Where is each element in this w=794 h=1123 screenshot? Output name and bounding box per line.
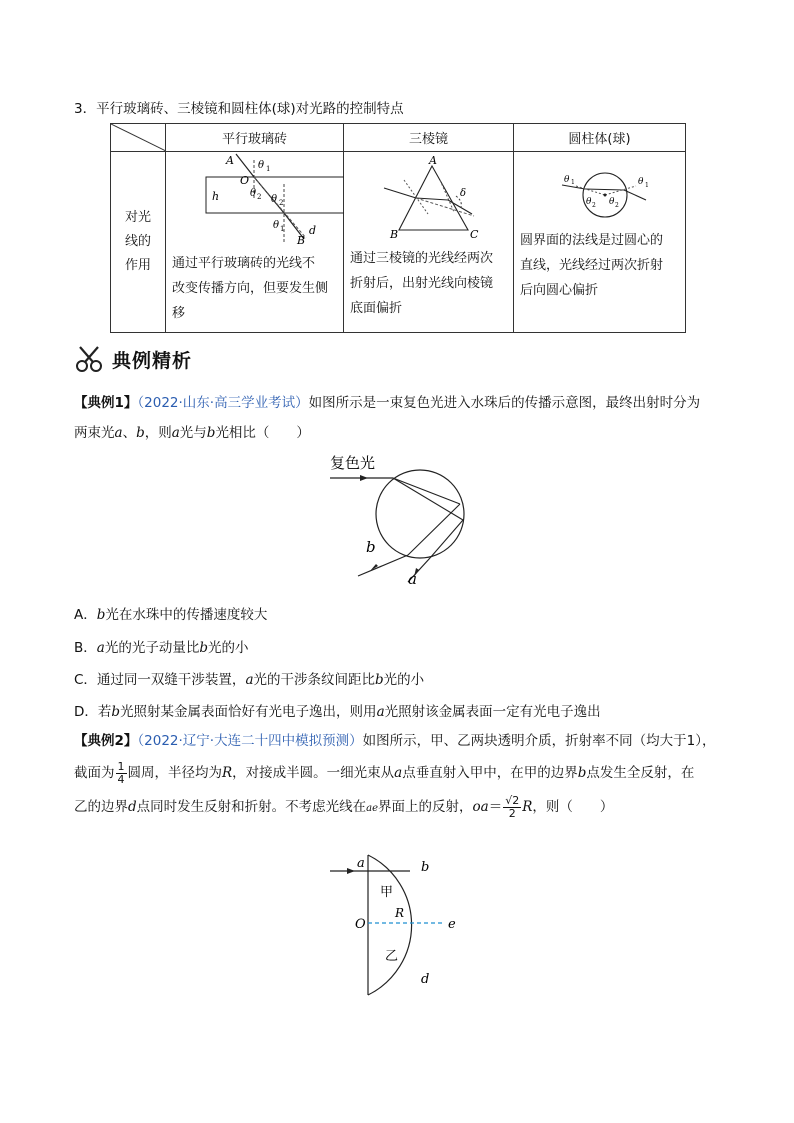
- option-b[interactable]: B．a光的光子动量比b光的小: [74, 640, 249, 656]
- svg-text:θ: θ: [250, 188, 257, 199]
- table-header-slab: 平行玻璃砖: [166, 124, 344, 152]
- water-droplet-diagram: [320, 448, 480, 588]
- svg-text:1: 1: [280, 225, 285, 233]
- row-label: 对光 线的 作用: [111, 152, 166, 333]
- svg-text:δ: δ: [460, 188, 467, 199]
- option-c[interactable]: C．通过同一双缝干涉装置，a光的干涉条纹间距比b光的小: [74, 672, 425, 688]
- option-d[interactable]: D．若b光照射某金属表面恰好有光电子逸出，则用a光照射该金属表面一定有光电子逸出: [74, 704, 601, 720]
- example1-stem: 【典例1】（2022·山东·高三学业考试）如图所示是一束复色光进入水珠后的传播示意图，最终出射时分为 两束光a、b，则a光与b光相比（ ）: [74, 395, 701, 441]
- svg-text:b: b: [366, 538, 376, 556]
- svg-text:1: 1: [266, 165, 271, 173]
- svg-text:A: A: [429, 154, 437, 167]
- svg-text:e: e: [448, 917, 456, 932]
- slab-diagram: [166, 152, 344, 247]
- table-cell-sphere: θ 1 θ 2 θ 2 θ 1 圆界面的法线是过圆心的 直线，光线经过两次折射 后向圆心偏折: [514, 152, 686, 333]
- section-title: 典例精析: [74, 344, 192, 374]
- fraction-quarter: $\frac{1}{4}$: [117, 759, 125, 786]
- svg-text:B: B: [297, 234, 306, 247]
- fraction-sqrt2-over-2: $\frac{√2}{2}$: [505, 793, 520, 820]
- svg-text:2: 2: [615, 202, 619, 209]
- svg-text:乙: 乙: [385, 949, 399, 964]
- option-a[interactable]: A．b光在水珠中的传播速度较大: [74, 607, 268, 623]
- table-corner-cell: [111, 124, 166, 152]
- svg-text:O: O: [240, 174, 250, 187]
- svg-text:a: a: [357, 856, 365, 871]
- prism-diagram: [344, 152, 514, 242]
- table-header-sphere: 圆柱体(球): [514, 124, 686, 152]
- table-cell-prism: A δ B C 通过三棱镜的光线经两次 折射后，出射光线向棱镜 底面偏折: [344, 152, 514, 333]
- svg-text:θ: θ: [271, 194, 278, 205]
- svg-text:2: 2: [279, 199, 284, 207]
- svg-text:θ: θ: [638, 177, 644, 187]
- comparison-table: [110, 123, 686, 333]
- svg-text:θ: θ: [609, 197, 615, 207]
- svg-text:h: h: [212, 190, 220, 203]
- table-row: [111, 152, 686, 333]
- table-cell-slab: A θ 1 O h θ 2 θ 2 θ 1 B d 通过平行玻璃砖的光线不 改变传播方向，但要发生侧 移: [166, 152, 344, 333]
- table-header-prism: 三棱镜: [344, 124, 514, 152]
- scissors-icon: [74, 344, 106, 374]
- svg-text:d: d: [309, 224, 317, 237]
- svg-text:θ: θ: [586, 197, 592, 207]
- semicircle-media-diagram: [325, 845, 475, 1005]
- svg-text:B: B: [390, 228, 399, 241]
- svg-text:A: A: [226, 154, 234, 167]
- svg-text:2: 2: [257, 193, 262, 201]
- svg-text:1: 1: [571, 179, 575, 186]
- svg-text:θ: θ: [258, 160, 265, 171]
- svg-text:a: a: [408, 570, 417, 588]
- svg-text:复色光: 复色光: [330, 454, 376, 472]
- svg-text:甲: 甲: [380, 885, 394, 900]
- section-heading: 3．平行玻璃砖、三棱镜和圆柱体(球)对光路的控制特点: [74, 101, 404, 117]
- svg-text:d: d: [421, 972, 430, 987]
- svg-text:C: C: [470, 228, 479, 241]
- svg-text:θ: θ: [273, 220, 280, 231]
- example2-stem: 【典例2】（2022·辽宁·大连二十四中模拟预测）如图所示，甲、乙两块透明介质，折射率不同（均大于1）， 截面为 $\frac{1}{4}$ 圆周，半径均为R，对接成半圆。一细光束从a点垂直射入甲中，在甲的边界b点发生全反射，在 乙的边界d点同时发生反射和折射。不考虑光线在ae界面上的反射，oa＝ $\frac{√2}{2}$ R，则（ ）: [74, 733, 716, 820]
- svg-text:2: 2: [592, 202, 596, 209]
- svg-text:b: b: [421, 860, 430, 875]
- svg-text:O: O: [355, 917, 366, 932]
- svg-text:θ: θ: [564, 175, 570, 185]
- svg-text:R: R: [395, 906, 405, 920]
- table-header-row: [111, 124, 686, 152]
- svg-text:1: 1: [645, 182, 649, 189]
